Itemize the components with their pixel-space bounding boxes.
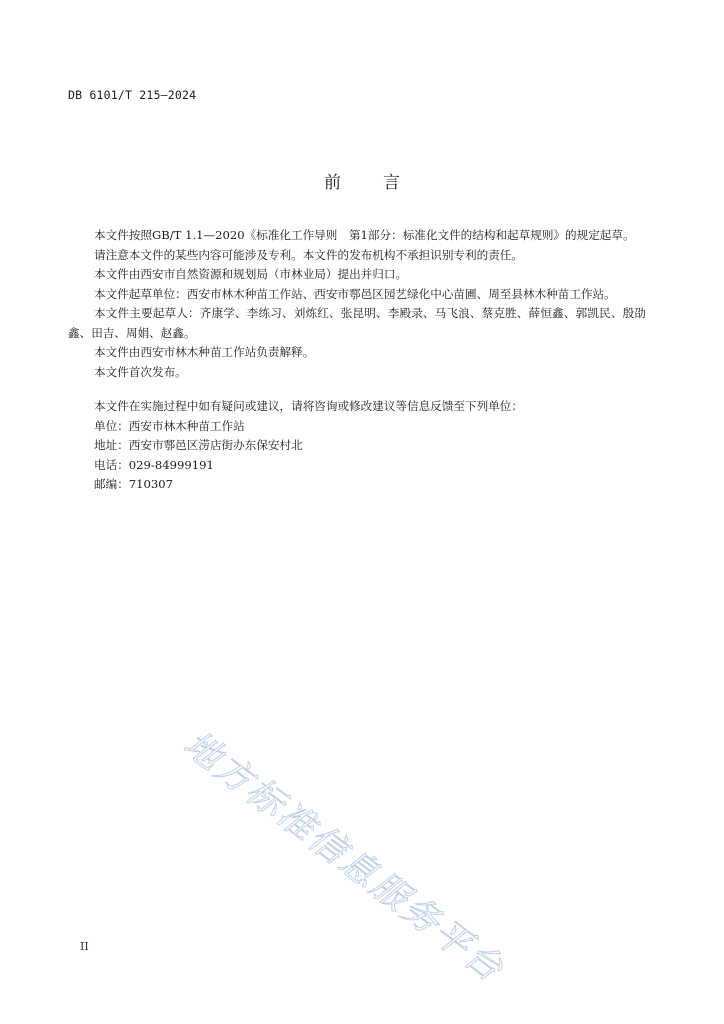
document-code: DB 6101/T 215—2024 [68, 88, 197, 102]
paragraph-drafters: 本文件主要起草人：齐康学、李练习、刘炼红、张昆明、李殿录、马飞浪、蔡克胜、薛恒鑫、郭凯民、殷劭鑫、田吉、周娟、赵鑫。 [68, 306, 646, 340]
feedback-postcode: 邮编：710307 [94, 477, 174, 491]
paragraph-first-release: 本文件首次发布。 [94, 364, 187, 379]
paragraph-drafting-units: 本文件起草单位：西安市林木种苗工作站、西安市鄠邑区园艺绿化中心苗圃、周至县林木种苗工作站。 [94, 286, 616, 301]
page-number: II [80, 940, 89, 953]
watermark: 地方标准信息服务平台 [175, 723, 513, 991]
document-body [68, 226, 646, 495]
section-gap [68, 382, 646, 397]
paragraph-drafting-rules: 本文件按照GB/T 1.1—2020《标准化工作导则 第1部分：标准化文件的结构和起草规则》的规定起草。 [94, 228, 635, 242]
paragraph-interpretation: 本文件由西安市林木种苗工作站负责解释。 [94, 345, 315, 359]
paragraph-patent-notice: 请注意本文件的某些内容可能涉及专利。本文件的发布机构不承担识别专利的责任。 [94, 247, 523, 262]
feedback-intro: 本文件在实施过程中如有疑问或建议，请将咨询或修改建议等信息反馈至下列单位： [94, 399, 523, 413]
page-title: 前言 [324, 173, 442, 193]
paragraph-proposer: 本文件由西安市自然资源和规划局（市林业局）提出并归口。 [94, 267, 408, 281]
feedback-phone: 电话：029-84999191 [94, 457, 214, 472]
feedback-unit: 单位：西安市林木种苗工作站 [94, 418, 245, 433]
feedback-address: 地址：西安市鄠邑区涝店街办东保安村北 [94, 438, 303, 452]
